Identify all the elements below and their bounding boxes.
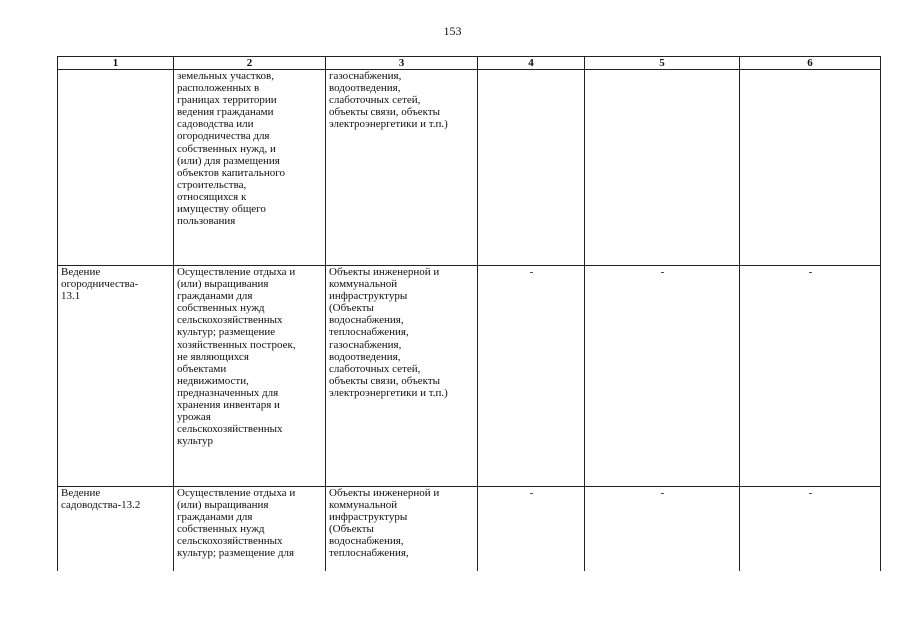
page-number: 153 xyxy=(443,24,462,38)
column-header-3: 3 xyxy=(326,57,478,70)
table-row xyxy=(58,487,881,572)
table-cell xyxy=(174,266,326,487)
table-cell xyxy=(478,70,585,266)
cell-text: газоснабжения, водоотведения, слаботочных сетей, объекты связи, объекты электроэнергетики и т.п.) xyxy=(329,70,448,131)
cell-text: Ведение огородничества- 13.1 xyxy=(61,266,139,303)
cell-text: - xyxy=(529,487,534,499)
table-cell xyxy=(326,487,478,572)
table-header-row xyxy=(58,57,881,70)
table-cell xyxy=(585,70,740,266)
column-header-5: 5 xyxy=(585,57,740,70)
table-cell xyxy=(58,266,174,487)
table-cell xyxy=(585,487,740,572)
cell-text: - xyxy=(660,266,665,278)
table-cell xyxy=(174,487,326,572)
table-cell xyxy=(326,266,478,487)
cell-text: Ведение садоводства-13.2 xyxy=(61,487,141,512)
column-header-2: 2 xyxy=(174,57,326,70)
cell-text: Осуществление отдыха и (или) выращивания гражданами для собственных нужд сельскохозяйственных культур; размещение для xyxy=(177,487,296,560)
document-table xyxy=(57,56,881,571)
table-cell xyxy=(174,70,326,266)
column-header-1: 1 xyxy=(58,57,174,70)
table-cell xyxy=(740,70,881,266)
cell-text: - xyxy=(660,487,665,499)
table-cell xyxy=(326,70,478,266)
column-header-4: 4 xyxy=(478,57,585,70)
cell-text: - xyxy=(808,266,813,278)
table-cell xyxy=(58,487,174,572)
cell-text: Объекты инженерной и коммунальной инфраструктуры (Объекты водоснабжения, теплоснабжения, xyxy=(329,487,440,560)
cell-text: земельных участков, расположенных в границах территории ведения гражданами садоводства или огородничества для собственных нужд, и (или) для размещения объектов капитального строительства, относящихся к имуществу общего пользования xyxy=(177,70,285,228)
table-cell xyxy=(740,266,881,487)
table-cell xyxy=(58,70,174,266)
table-cell xyxy=(740,487,881,572)
table-row xyxy=(58,70,881,266)
table-cell xyxy=(585,266,740,487)
cell-text: Осуществление отдыха и (или) выращивания гражданами для собственных нужд сельскохозяйственных культур; размещение хозяйственных построек, не являющихся объектами недвижимости, предназначенных для хранения инвентаря и урожая сельскохозяйственных культур xyxy=(177,266,296,448)
column-header-6: 6 xyxy=(740,57,881,70)
cell-text: - xyxy=(529,266,534,278)
cell-text: - xyxy=(808,487,813,499)
table-row xyxy=(58,266,881,487)
table-cell xyxy=(478,487,585,572)
table-cell xyxy=(478,266,585,487)
cell-text: Объекты инженерной и коммунальной инфраструктуры (Объекты водоснабжения, теплоснабжения, газоснабжения, водоотведения, слаботочных сетей, объекты связи, объекты электроэнергетики и т.п.) xyxy=(329,266,448,399)
